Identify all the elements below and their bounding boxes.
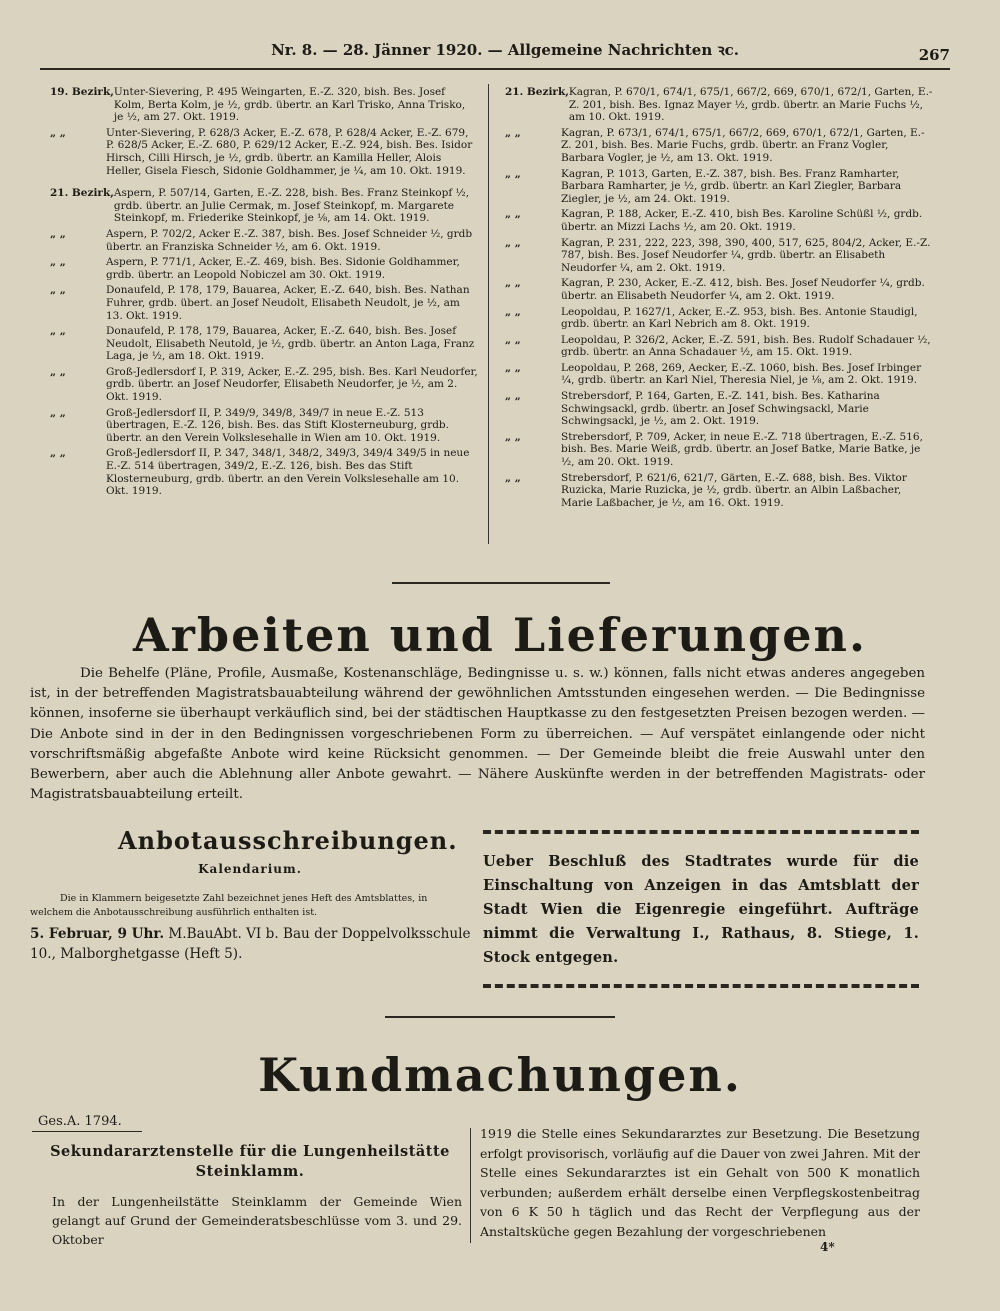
listing-text: M.BauAbt. VI b. Bau der Doppelvolksschule 10., Malborghetgasse (Heft 5). xyxy=(30,926,471,962)
reference-rule xyxy=(32,1131,142,1132)
district-label: „ „ xyxy=(505,390,521,403)
entry-text: Kagran, P. 673/1, 674/1, 675/1, 667/2, 669, 670/1, 672/1, Garten, E.-Z. 201, bish. Bes. Marie Fuchs, grdb. übertr. an Franz Vogler, Barbara Vogler, je ½, am 13. Okt. 1919. xyxy=(561,126,925,164)
right-column-entries xyxy=(505,86,935,512)
list-item xyxy=(505,334,935,359)
section-title: Sekundararztenstelle für die Lungenheilstätte Steinklamm. xyxy=(50,1143,450,1180)
entry-text: Aspern, P. 702/2, Acker E.-Z. 387, bish. Bes. Josef Schneider ½, grdb übertr. an Franziska Schneider ½, am 6. Okt. 1919. xyxy=(106,227,473,253)
section-divider xyxy=(392,582,610,584)
left-column-entries xyxy=(50,86,478,501)
header-rule xyxy=(40,68,950,70)
entry-text: Kagran, P. 230, Acker, E.-Z. 412, bish. Bes. Josef Neudorfer ¼, grdb. übertr. an Elisabeth Neudorfer ¼, am 2. Okt. 1919. xyxy=(561,277,925,302)
entry-text: Kagran, P. 188, Acker, E.-Z. 410, bish Bes. Karoline Schüßl ½, grdb. übertr. an Mizzi Lachs ½, am 20. Okt. 1919. xyxy=(561,208,923,233)
district-label: „ „ xyxy=(50,284,66,297)
entry-text: Unter-Sievering, P. 495 Weingarten, E.-Z. 320, bish. Bes. Josef Kolm, Berta Kolm, je ½, grdb. übertr. an Karl Trisko, Anna Trisko, je ½, am 27. Okt. 1919. xyxy=(113,86,466,124)
district-label: „ „ xyxy=(50,126,66,139)
list-item xyxy=(50,86,478,124)
list-item xyxy=(505,237,935,275)
list-item xyxy=(505,277,935,302)
entry-text: Kagran, P. 670/1, 674/1, 675/1, 667/2, 669, 670/1, 672/1, Garten, E.-Z. 201, bish. Bes. Ignaz Mayer ½, grdb. übertr. an Marie Fuchs ½, am 10. Okt. 1919. xyxy=(568,86,933,124)
page-header xyxy=(60,36,950,70)
list-item xyxy=(50,127,478,177)
list-item xyxy=(50,284,478,322)
list-item xyxy=(505,86,935,124)
district-label: 19. Bezirk, xyxy=(50,86,114,98)
entry-text: Groß-Jedlersdorf II, P. 347, 348/1, 348/2, 349/3, 349/4 349/5 in neue E.-Z. 514 übertragen, 349/2, E.-Z. 126, bish. Bes das Stift Klosterneuburg, grdb. übertr. an den Verein Volkslesehalle am 10. Okt. 1919. xyxy=(106,447,470,498)
entry-text: Strebersdorf, P. 621/6, 621/7, Gärten, E.-Z. 688, bish. Bes. Viktor Ruzicka, Marie Ruzicka, je ½, grdb. übertr. an Albin Laßbacher, Marie Laßbacher, je ½, am 16. Okt. 1919. xyxy=(561,471,907,509)
district-label: „ „ xyxy=(505,430,521,443)
district-label: „ „ xyxy=(505,167,521,180)
district-label: „ „ xyxy=(50,365,66,378)
district-label: „ „ xyxy=(505,361,521,374)
entry-text: Strebersdorf, P. 709, Acker, in neue E.-Z. 718 übertragen, E.-Z. 516, bish. Bes. Marie Weiß, grdb. übertr. an Josef Batke, Marie Batke, je ½, am 20. Okt. 1919. xyxy=(561,430,923,469)
entry-text: Groß-Jedlersdorf I, P. 319, Acker, E.-Z. 295, bish. Bes. Karl Neudorfer, grdb. übertr. an Josef Neudorfer, Elisabeth Neudorfer, je ½, am 2. Okt. 1919. xyxy=(106,365,478,404)
entry-text: Kagran, P. 1013, Garten, E.-Z. 387, bish. Bes. Franz Ramharter, Barbara Ramharter, je ½, grdb. übertr. an Karl Ziegler, Barbara Ziegler, je ½, am 24. Okt. 1919. xyxy=(561,167,902,205)
list-item xyxy=(50,325,478,363)
entry-text: Kagran, P. 231, 222, 223, 398, 390, 400, 517, 625, 804/2, Acker, E.-Z. 787, bish. Bes. Josef Neudorfer ¼, grdb. übertr. an Elisabeth Neudorfer ¼, am 2. Okt. 1919. xyxy=(561,236,931,274)
district-label: „ „ xyxy=(505,236,521,249)
listing-date: 5. Februar, 9 Uhr. xyxy=(30,926,165,942)
entry-text: Unter-Sievering, P. 628/3 Acker, E.-Z. 678, P. 628/4 Acker, E.-Z. 679, P. 628/5 Acker, E.-Z. 680, P. 629/12 Acker, E.-Z. 924, bish. Bes. Isidor Hirsch, Cilli Hirsch, je ½, grdb. übertr. an Kamilla Heller, Alois Heller, Gisela Fiesch, Sidonie Goldhammer, je ¼, am 10. Okt. 1919. xyxy=(106,126,473,177)
district-label: „ „ xyxy=(50,227,66,240)
district-label: „ „ xyxy=(50,256,66,269)
district-label: „ „ xyxy=(50,447,66,460)
column-divider xyxy=(488,84,489,544)
list-item xyxy=(505,306,935,331)
column-divider xyxy=(470,1128,471,1243)
section-heading-arbeiten: Arbeiten und Lieferungen. xyxy=(132,608,868,662)
entry-text: Leopoldau, P. 268, 269, Aecker, E.-Z. 1060, bish. Bes. Josef Irbinger ¼, grdb. übertr. an Karl Niel, Theresia Niel, je ⅛, am 2. Okt. 1919. xyxy=(561,361,922,387)
district-label: „ „ xyxy=(505,305,521,318)
district-label: 21. Bezirk, xyxy=(50,187,114,200)
signature-mark: 4* xyxy=(820,1240,835,1254)
district-label: „ „ xyxy=(50,406,66,419)
list-item xyxy=(50,366,478,404)
anbot-listing xyxy=(30,924,475,964)
notice-box xyxy=(483,830,919,988)
list-item xyxy=(505,472,935,510)
notice-text: Ueber Beschluß des Stadtrates wurde für die Einschaltung von Anzeigen in das Amtsblatt der Stadt Wien die Eigenregie eingeführt. Aufträge nimmt die Verwaltung I., Rathaus, 8. Stiege, 1. Stock entgegen. xyxy=(483,853,919,966)
list-item xyxy=(505,127,935,165)
list-item xyxy=(505,431,935,469)
entry-text: Strebersdorf, P. 164, Garten, E.-Z. 141, bish. Bes. Katharina Schwingsackl, grdb. übertr. an Josef Schwingsackl, Marie Schwingsackl, je ½, am 2. Okt. 1919. xyxy=(561,390,880,428)
entry-text: Aspern, P. 771/1, Acker, E.-Z. 469, bish. Bes. Sidonie Goldhammer, grdb. übertr. an Leopold Nobiczel am 30. Okt. 1919. xyxy=(106,256,460,281)
district-label: „ „ xyxy=(505,277,521,290)
district-label: „ „ xyxy=(505,333,521,346)
district-label: „ „ xyxy=(505,471,521,484)
entry-text: Groß-Jedlersdorf II, P. 349/9, 349/8, 349/7 in neue E.-Z. 513 übertragen, E.-Z. 126, bish. Bes. das Stift Klosterneuburg, grdb. übertr. an den Verein Volkslesehalle in Wien am 10. Okt. 1919. xyxy=(106,406,449,444)
entry-text: Donaufeld, P. 178, 179, Bauarea, Acker, E.-Z. 640, bish. Bes. Nathan Fuhrer, grdb. übert. an Josef Neudolt, Elisabeth Neudolt, je ½, am 13. Okt. 1919. xyxy=(106,284,470,322)
district-label: 21. Bezirk, xyxy=(505,86,569,98)
page-number: 267 xyxy=(918,46,950,64)
district-label: „ „ xyxy=(505,126,521,139)
list-item xyxy=(505,362,935,387)
entry-text: Donaufeld, P. 178, 179, Bauarea, Acker, E.-Z. 640, bish. Bes. Josef Neudolt, Elisabeth Neutold, je ½, grdb. übertr. an Anton Laga, Franz Laga, je ½, am 18. Okt. 1919. xyxy=(106,325,475,363)
district-label: „ „ xyxy=(505,208,521,221)
section-body-left: In der Lungenheilstätte Steinklamm der Gemeinde Wien gelangt auf Grund der Gemeinderatsbeschlüsse vom 3. und 29. Oktober xyxy=(52,1194,462,1247)
list-item xyxy=(50,407,478,445)
district-label: „ „ xyxy=(50,325,66,338)
list-item xyxy=(50,228,478,253)
anbot-heading: Anbotausschreibungen. xyxy=(118,826,458,855)
kalendarium-heading: Kalendarium. xyxy=(198,862,302,876)
entry-text: Leopoldau, P. 1627/1, Acker, E.-Z. 953, bish. Bes. Antonie Staudigl, grdb. übertr. an Karl Nebrich am 8. Okt. 1919. xyxy=(561,305,918,331)
list-item xyxy=(50,187,478,225)
list-item xyxy=(505,208,935,233)
kalendarium-note: Die in Klammern beigesetzte Zahl bezeichnet jenes Heft des Amtsblattes, in welchem die Anbotausschreibung ausführlich enthalten ist. xyxy=(30,893,428,918)
section-body-right: 1919 die Stelle eines Sekundararztes zur Besetzung. Die Besetzung erfolgt provisorisch, vorläufig auf die Dauer von zwei Jahren. Mit der Stelle eines Sekundararztes ist ein Gehalt von 500 K monatlich verbunden; außerdem erhält derselbe einen Verpflegskostenbeitrag von 6 K 50 h täglich und das Recht der Verpflegung aus der Anstaltsküche gegen Bezahlung der vorgeschriebenen xyxy=(480,1126,920,1239)
section-divider xyxy=(385,1016,615,1018)
list-item xyxy=(505,168,935,206)
reference-number: Ges.A. 1794. xyxy=(38,1114,122,1129)
list-item xyxy=(50,447,478,497)
entry-text: Aspern, P. 507/14, Garten, E.-Z. 228, bish. Bes. Franz Steinkopf ½, grdb. übertr. an Julie Cermak, m. Josef Steinkopf, m. Margarete Steinkopf, m. Friederike Steinkopf, je ⅛, am 14. Okt. 1919. xyxy=(113,187,470,225)
section-heading-kundmachungen: Kundmachungen. xyxy=(258,1048,742,1102)
arbeiten-paragraph: Die Behelfe (Pläne, Profile, Ausmaße, Kostenanschläge, Bedingnisse u. s. w.) können, falls nicht etwas anderes angegeben ist, in der betreffenden Magistratsbauabteilung während der gewöhnlichen Amtsstunden eingesehen werden. — Die Bedingnisse können, insoferne sie überhaupt verkäuflich sind, bei der städtischen Hauptkasse zu den festgesetzten Preisen bezogen werden. — Die Anbote sind in der in den Bedingnissen vorgeschriebenen Form zu überreichen. — Auf verspätet einlangende oder nicht vorschriftsmäßig abgefaßte Anbote wird keine Rücksicht genommen. — Der Gemeinde bleibt die freie Auswahl unter den Bewerbern, aber auch die Ablehnung aller Anbote gewahrt. — Nähere Auskünfte werden in der betreffenden Magistrats- oder Magistratsbauabteilung erteilt. xyxy=(30,666,925,803)
header-title: Nr. 8. — 28. Jänner 1920. — Allgemeine Nachrichten ꝛc. xyxy=(271,41,739,59)
list-item xyxy=(505,390,935,428)
entry-text: Leopoldau, P. 326/2, Acker, E.-Z. 591, bish. Bes. Rudolf Schadauer ½, grdb. übertr. an Anna Schadauer ½, am 15. Okt. 1919. xyxy=(561,333,931,359)
list-item xyxy=(50,256,478,281)
